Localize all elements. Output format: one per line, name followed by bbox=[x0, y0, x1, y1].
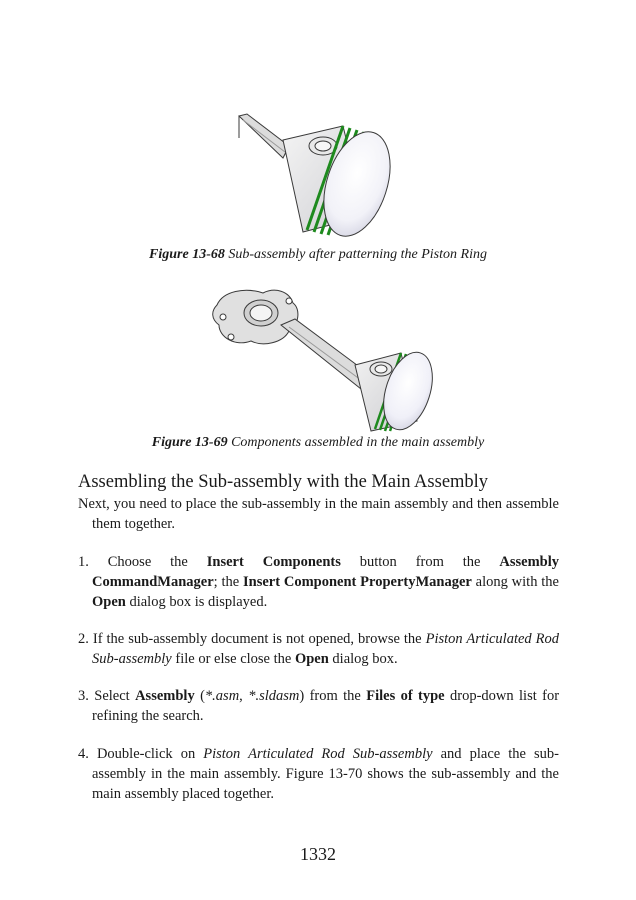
figure-caption-text: Sub-assembly after patterning the Piston Ring bbox=[228, 247, 487, 262]
intro-paragraph: Next, you need to place the sub-assembly in the main assembly and then assemble them together. bbox=[78, 496, 559, 532]
figure-caption-13-68 bbox=[0, 246, 636, 264]
piston-subassembly-image bbox=[225, 108, 405, 243]
figure-caption-text: Components assembled in the main assembly bbox=[231, 435, 485, 450]
step-3: 3. Select Assembly (*.asm, *.sldasm) from the Files of type drop-down list for refining the search. bbox=[78, 688, 560, 724]
figure-caption-13-69 bbox=[0, 434, 636, 452]
step-2: 2. If the sub-assembly document is not opened, browse the Piston Articulated Rod Sub-assembly file or else close the Open dialog box. bbox=[78, 631, 560, 667]
page-number: 1332 bbox=[300, 844, 336, 864]
figure-label: Figure 13-69 bbox=[151, 435, 228, 450]
step-1: 1. Choose the Insert Components button from the Assembly CommandManager; the Insert Component PropertyManager along with the Open dialog box is displayed. bbox=[78, 554, 559, 610]
step-4: 4. Double-click on Piston Articulated Rod Sub-assembly and place the sub-assembly in the main assembly. Figure 13-70 shows the sub-assembly and the main assembly placed together. bbox=[78, 746, 560, 802]
section-heading: Assembling the Sub-assembly with the Main Assembly bbox=[78, 472, 489, 492]
figure-label: Figure 13-68 bbox=[149, 247, 225, 262]
connecting-rod-assembly-image bbox=[205, 283, 435, 433]
